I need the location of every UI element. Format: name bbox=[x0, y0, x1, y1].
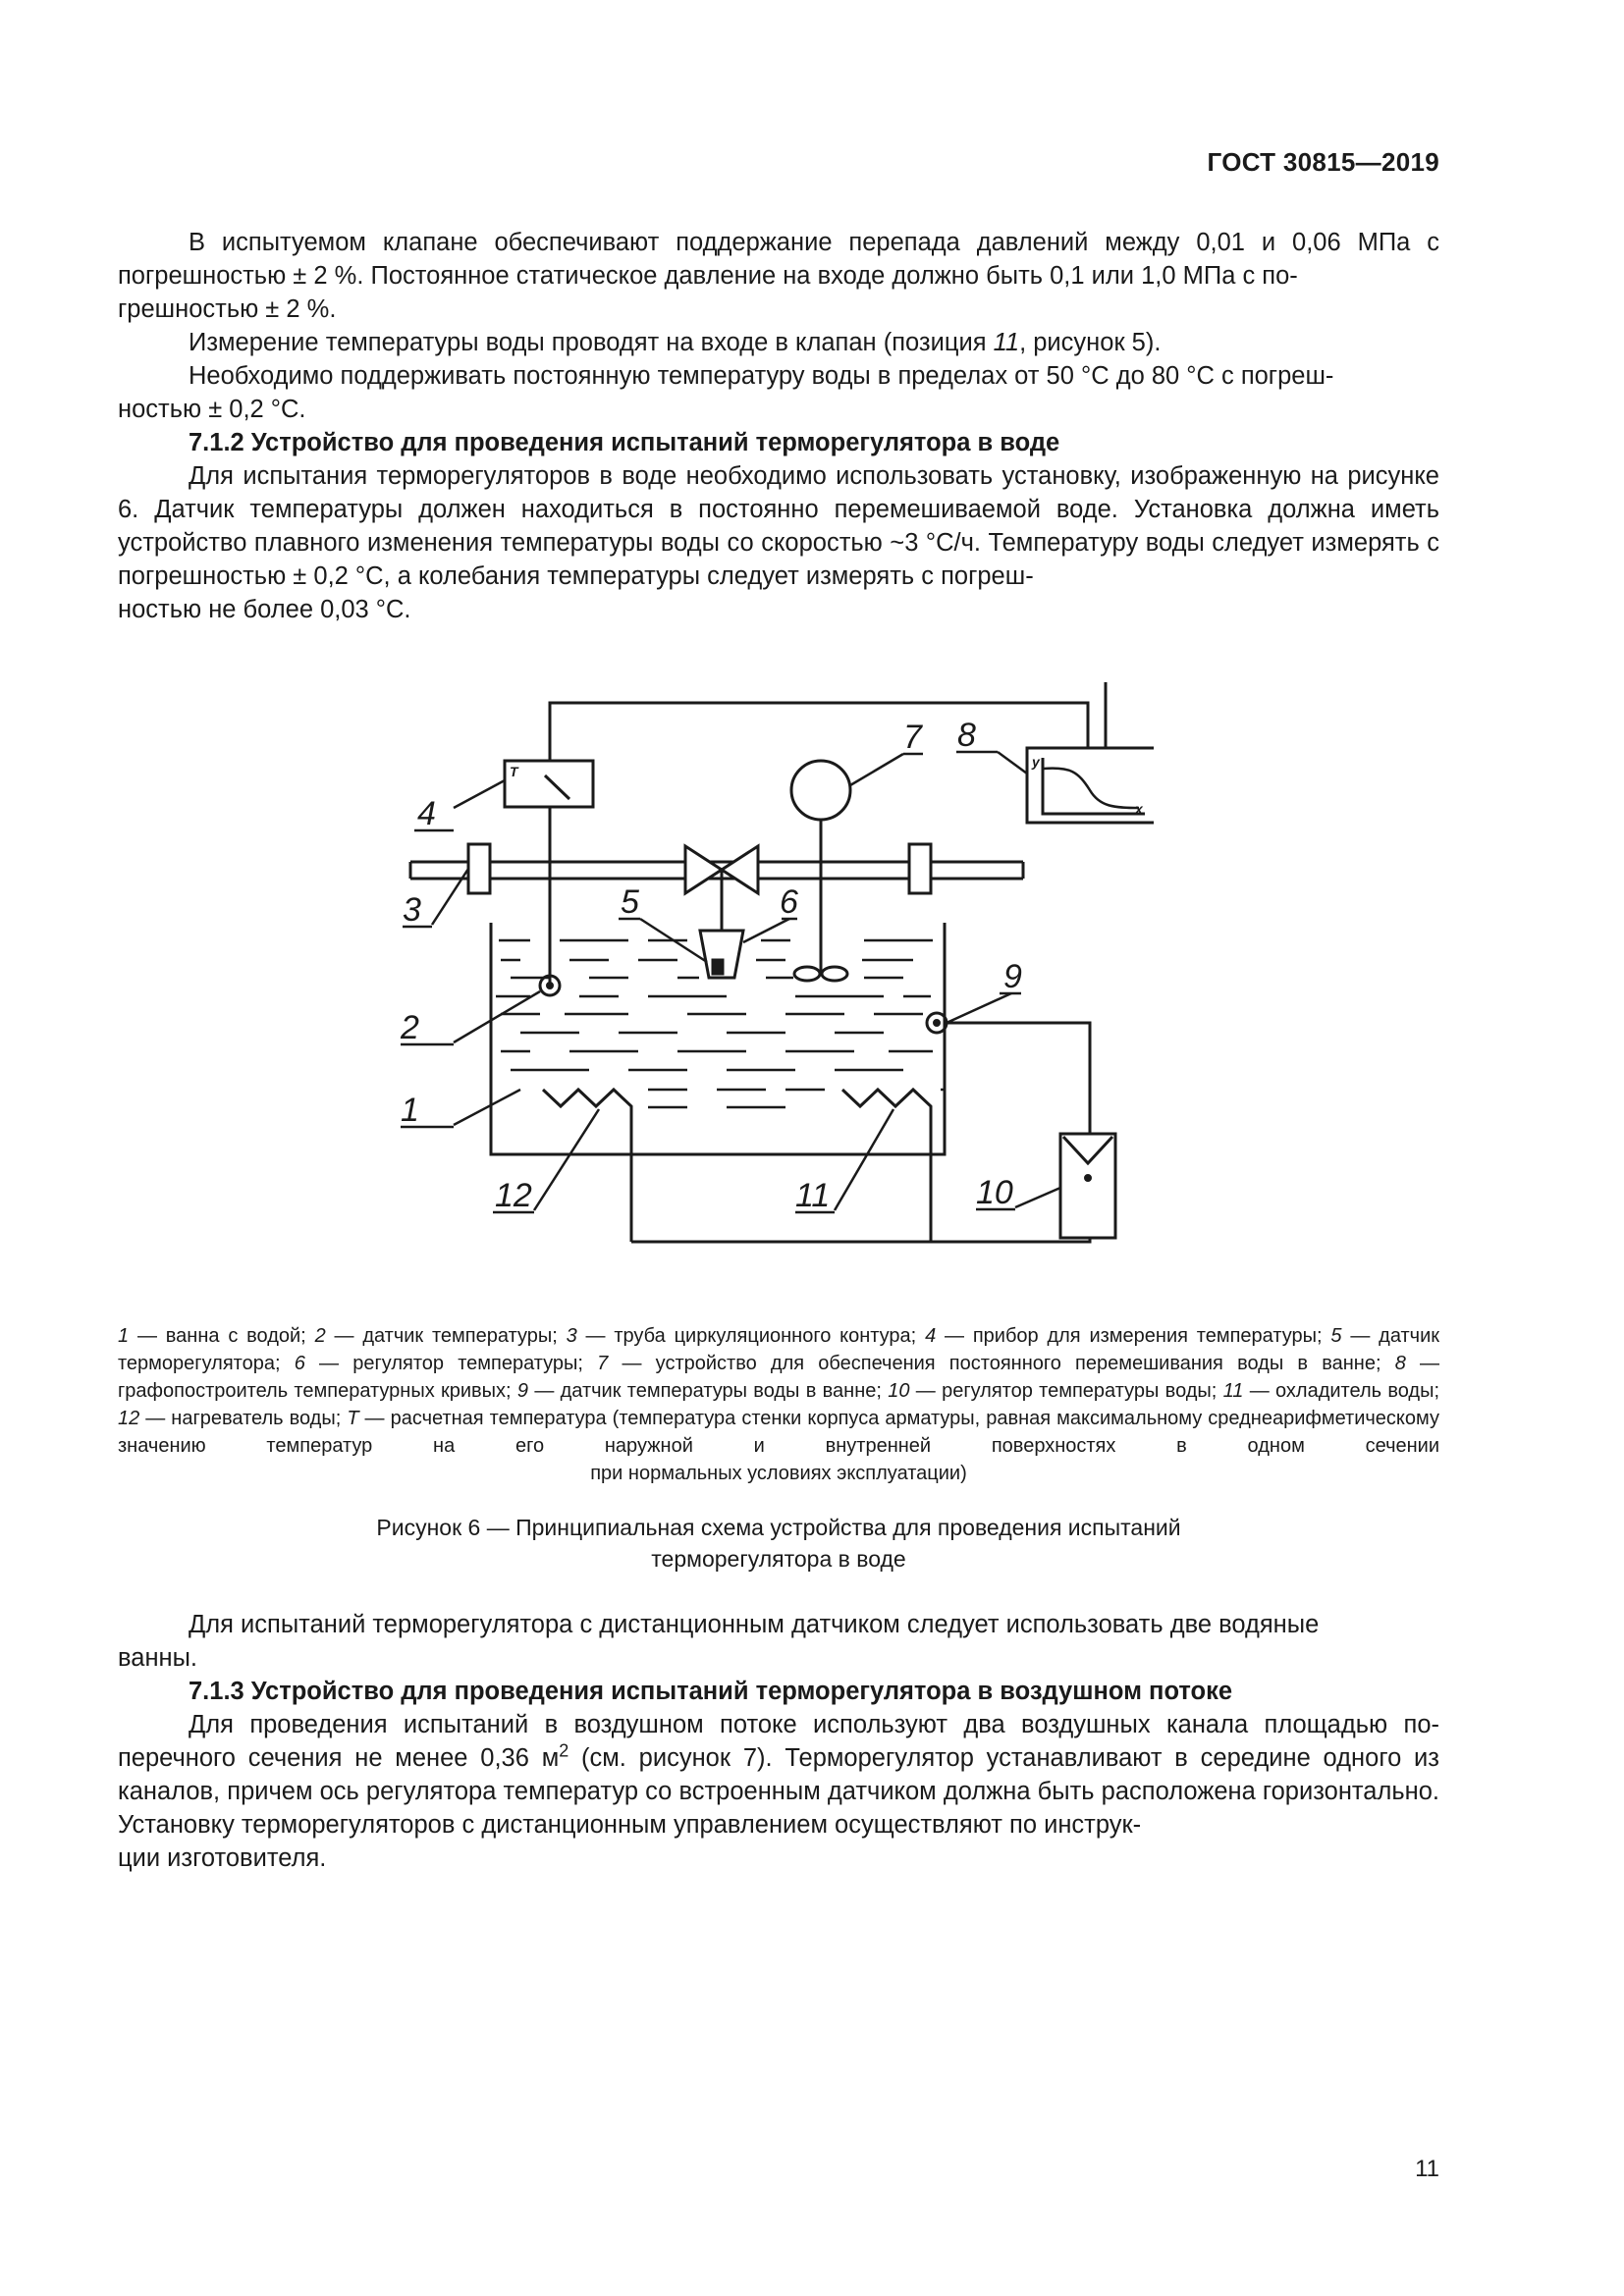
leader-6 bbox=[743, 919, 789, 942]
section-heading-712: 7.1.2 Устройство для проведения испытаний терморегулятора в воде bbox=[189, 429, 1060, 456]
label-6: 6 bbox=[780, 883, 798, 921]
plotter-y-label: y bbox=[1032, 754, 1040, 770]
wire-top bbox=[550, 703, 1088, 761]
cooler-coil bbox=[842, 1090, 931, 1242]
label-underlines bbox=[401, 752, 1021, 1212]
pipe-flange-left bbox=[468, 844, 490, 893]
page-number: 11 bbox=[1415, 2156, 1439, 2182]
leader-7 bbox=[850, 754, 903, 785]
legend-body: 1 — ванна с водой; 2 — датчик температуры; 3 — труба циркуляционного контура; 4 — прибор для измерения температуры; 5 — датчик терморегулятора; 6 — регулятор температуры; 7 — устройство для обеспечения постоянного перемешивания воды в ванне; 8 — графопостроитель температурных кривых; 9 — датчик температуры воды в ванне; 10 — регулятор температуры воды; 11 — охладитель воды; 12 — нагреватель воды; T — расчетная температура (температура стенки корпуса арматуры, равная максимальному среднеарифметическому значению температур на его наружной и внутренней поверхностях в одном сечении bbox=[118, 1325, 1440, 1457]
figure-6-schematic bbox=[388, 677, 1154, 1306]
label-4: 4 bbox=[417, 795, 436, 832]
label-10: 10 bbox=[976, 1174, 1013, 1211]
caption-line-1: Рисунок 6 — Принципиальная схема устройства для проведения испытаний bbox=[376, 1515, 1181, 1540]
figure-caption bbox=[118, 1512, 1439, 1575]
paragraph-two-baths: Для испытаний терморегулятора с дистанционным датчиком следует использовать две водяные ванны. bbox=[118, 1611, 1320, 1672]
label-11: 11 bbox=[795, 1177, 831, 1214]
leader-8 bbox=[998, 752, 1027, 774]
leader-11 bbox=[835, 1109, 893, 1210]
plotter-axes bbox=[1043, 758, 1145, 814]
label-3: 3 bbox=[403, 891, 421, 929]
figure-legend bbox=[118, 1322, 1439, 1487]
label-8: 8 bbox=[957, 717, 976, 754]
leader-1 bbox=[454, 1090, 520, 1125]
label-7: 7 bbox=[903, 719, 922, 756]
label-1: 1 bbox=[401, 1092, 419, 1129]
paragraph-temperature-measure: Измерение температуры воды проводят на входе в клапан (позиция 11, рисунок 5). bbox=[189, 329, 1162, 356]
paragraph-712: Для испытания терморегуляторов в воде необходимо использовать установку, изображенную на рисунке 6. Датчик температуры должен находиться в постоянно перемешиваемой воде. Установка должна иметь устройство плавного изменения температуры воды со скоростью ~3 °C/ч. Температуру воды следует измерять с погрешностью ± 0,2 °C, а колебания температуры следует измерять с погреш- ностью не более 0,03 °C. bbox=[118, 462, 1439, 623]
legend-last-line: при нормальных условиях эксплуатации) bbox=[590, 1463, 967, 1484]
leader-10 bbox=[1015, 1188, 1060, 1207]
plotter-x-label: x bbox=[1135, 801, 1143, 817]
thermostat-sensor bbox=[713, 960, 723, 974]
paragraph-713: Для проведения испытаний в воздушном потоке используют два воздушных канала площадью по- перечного сечения не менее 0,36 $м^2$ (см. рисунок 7). Терморегулятор устанавливают в середине одного из каналов, причем ось регулятора температур со встроенным датчиком должна быть расположена горизонтально. Установку терморегуляторов с дистанционным управлением осуществляют по инструк- ции изготовителя. bbox=[118, 1711, 1439, 1872]
label-9: 9 bbox=[1003, 958, 1022, 995]
label-12: 12 bbox=[495, 1177, 532, 1214]
plotter-curve bbox=[1044, 769, 1139, 808]
leader-12 bbox=[534, 1109, 599, 1210]
mixer-motor bbox=[791, 761, 850, 820]
leader-4 bbox=[454, 780, 505, 808]
label-5: 5 bbox=[621, 883, 639, 921]
document-code: ГОСТ 30815—2019 bbox=[1207, 147, 1439, 177]
paragraph-pressure: В испытуемом клапане обеспечивают поддержание перепада давлений между 0,01 и 0,06 МПа с погрешностью ± 2 %. Постоянное статическое давление на входе должно быть 0,1 или 1,0 МПа с по- грешностью ± 2 %. bbox=[118, 229, 1439, 323]
pipe-flange-right bbox=[909, 844, 931, 893]
meter-T-label: T bbox=[510, 764, 518, 779]
label-2: 2 bbox=[401, 1009, 419, 1046]
wire-sensor-9 bbox=[947, 1023, 1090, 1134]
top-text bbox=[118, 226, 1439, 626]
mixer-blade-right bbox=[822, 967, 847, 981]
loop-wire bbox=[631, 1239, 1090, 1242]
caption-line-2: терморегулятора в воде bbox=[651, 1546, 906, 1572]
leader-2 bbox=[454, 991, 540, 1042]
heater-coil bbox=[543, 1090, 631, 1242]
mixer-blade-left bbox=[794, 967, 820, 981]
meter-arrow bbox=[545, 775, 569, 799]
bottom-text bbox=[118, 1608, 1439, 1875]
paragraph-temperature-range: Необходимо поддерживать постоянную температуру воды в пределах от 50 °C до 80 °C с погреш- ностью ± 0,2 °C. bbox=[118, 362, 1334, 423]
section-heading-713: 7.1.3 Устройство для проведения испытаний терморегулятора в воздушном потоке bbox=[189, 1678, 1233, 1705]
water-regulator bbox=[1060, 1134, 1115, 1238]
regulator-triangle bbox=[1063, 1137, 1112, 1163]
leader-9 bbox=[947, 993, 1011, 1023]
